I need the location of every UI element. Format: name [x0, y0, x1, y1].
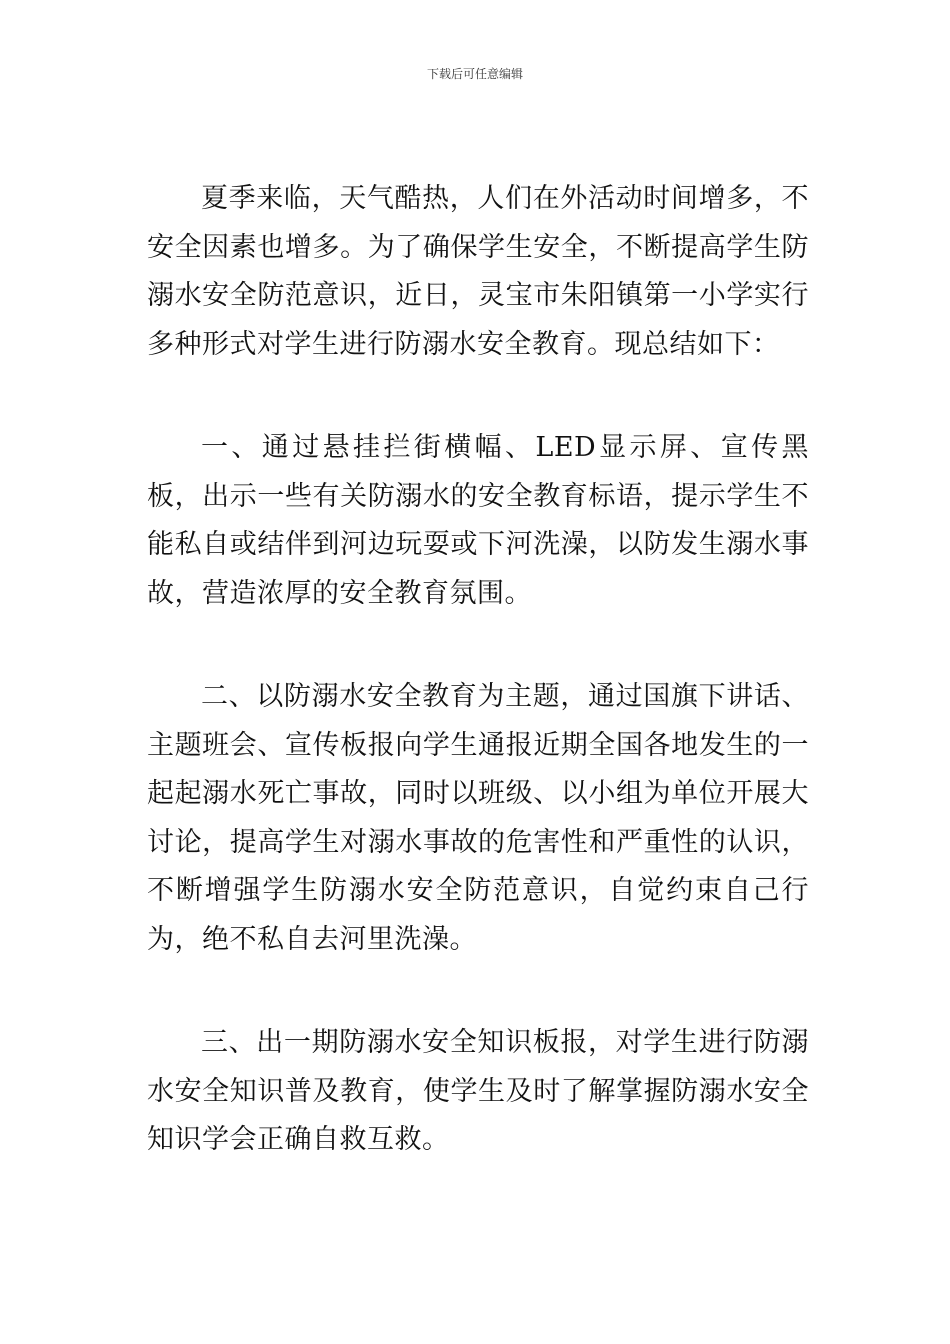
paragraph-point-one: 一、通过悬挂拦街横幅、LED显示屏、宣传黑板，出示一些有关防溺水的安全教育标语，提示学生不能私自或结伴到河边玩耍或下河洗澡，以防发生溺水事故，营造浓厚的安全教育氛围。: [147, 432, 809, 609]
paragraph-point-three: 三、出一期防溺水安全知识板报，对学生进行防溺水安全知识普及教育，使学生及时了解掌握防溺水安全知识学会正确自救互救。: [147, 1027, 809, 1156]
paragraph-intro: 夏季来临，天气酷热，人们在外活动时间增多，不安全因素也增多。为了确保学生安全，不断提高学生防溺水安全防范意识，近日，灵宝市朱阳镇第一小学实行多种形式对学生进行防溺水安全教育。现总结如下：: [147, 183, 809, 360]
paragraph-point-two: 二、以防溺水安全教育为主题，通过国旗下讲话、主题班会、宣传板报向学生通报近期全国各地发生的一起起溺水死亡事故，同时以班级、以小组为单位开展大讨论，提高学生对溺水事故的危害性和严重性的认识，不断增强学生防溺水安全防范意识，自觉约束自己行为，绝不私自去河里洗澡。: [147, 681, 809, 955]
header-note: 下载后可任意编辑: [426, 67, 523, 81]
